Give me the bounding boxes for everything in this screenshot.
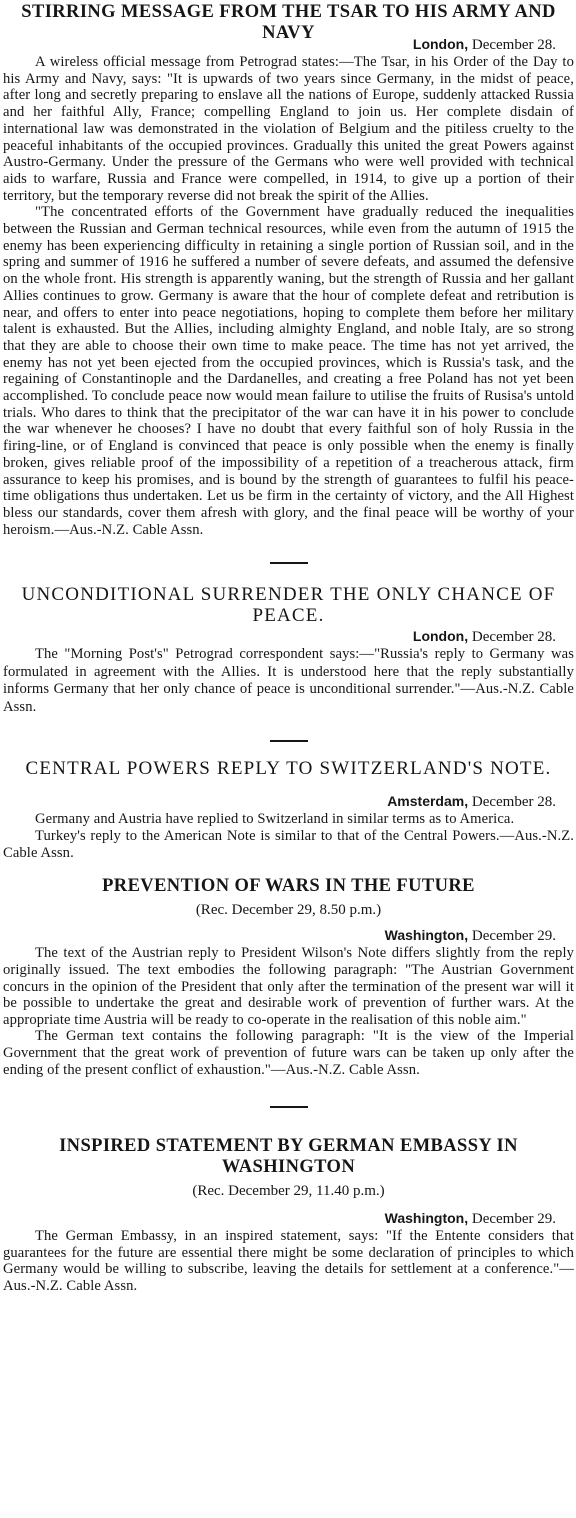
article-paragraph: The German text contains the following paragraph: "It is the view of the Imperial Government that the great work of prevention of future wars can be taken up only after the ending of the present conflict of exhaustion."—Aus.-N.Z. Cable Assn. — [3, 1028, 574, 1078]
article-paragraph: The "Morning Post's" Petrograd correspondent says:—"Russia's reply to Germany was formulated in agreement with the Allies. It is understood here that the reply substantially informs Germany that her only chance of peace is unconditional surrender."—Aus.-N.Z. Cable Assn. — [3, 646, 574, 715]
article-headline: CENTRAL POWERS REPLY TO SWITZERLAND'S NOTE. — [25, 758, 552, 780]
received-line: (Rec. December 29, 11.40 p.m.) — [192, 1183, 385, 1200]
section-divider — [270, 562, 308, 564]
dateline-date: December 28. — [471, 629, 556, 646]
dateline — [3, 1210, 574, 1228]
article-unconditional-surrender — [3, 584, 574, 716]
article-headline: STIRRING MESSAGE FROM THE TSAR TO HIS ARMY AND NAVY — [21, 2, 556, 43]
article-headline: UNCONDITIONAL SURRENDER THE ONLY CHANCE OF PEACE. — [21, 584, 556, 627]
article-paragraph: A wireless official message from Petrograd states:—The Tsar, in his Order of the Day to his Army and Navy, says: "It is upwards of two years since Germany, in the midst of peace, after long and secretly preparing to enslave all the nations of Europe, suddenly attacked Russia and her faithful Ally, France; compelling England to join us. Her complete disdain of international law was demonstrated in the violation of Belgium and the pitiless cruelty to the peaceful inhabitants of the occupied provinces. Gradually this united the great Powers against Austro-Germany. Under the pressure of the Germans who were well provided with technical aids to warfare, Russia and France were compelled, in 1914, to give up a portion of their territory, but the temporary reverse did not break the spirit of the Allies. — [3, 54, 574, 204]
article-paragraph: Germany and Austria have replied to Switzerland in similar terms as to America. — [35, 811, 515, 828]
dateline-date: December 29. — [471, 1211, 556, 1228]
received-line: (Rec. December 29, 8.50 p.m.) — [195, 902, 382, 919]
dateline — [3, 628, 574, 646]
dateline-place: Washington, — [384, 1210, 469, 1227]
dateline-date: December 29. — [471, 928, 556, 945]
dateline-date: December 28. — [471, 37, 556, 53]
dateline-place: Amsterdam, — [387, 793, 469, 810]
dateline — [3, 793, 574, 811]
dateline-place: Washington, — [384, 927, 469, 944]
article-headline: PREVENTION OF WARS IN THE FUTURE — [102, 876, 475, 897]
dateline — [3, 927, 574, 945]
article-paragraph: The German Embassy, in an inspired statement, says: "If the Entente considers that guarantees for the future are essential there might be some declaration of principles to which Germany would be willing to subscribe, leaving the details for settlement at a conference."—Aus.-N.Z. Cable Assn. — [3, 1228, 574, 1294]
dateline-place: London, — [412, 628, 469, 645]
article-paragraph: The text of the Austrian reply to President Wilson's Note differs slightly from the reply originally issued. The text embodies the following paragraph: "The Austrian Government concurs in the opinion of the President that only after the termination of the present war will it be possible to undertake the great and desirable work of prevention of further wars. At the appropriate time Austria will be ready to co-operate in the realisation of this noble aim." — [3, 945, 574, 1028]
article-central-powers-reply — [3, 758, 574, 862]
article-paragraph: Turkey's reply to the American Note is similar to that of the Central Powers.—Aus.-N.Z. Cable Assn. — [3, 828, 574, 862]
article-prevention-of-wars — [3, 876, 574, 1078]
section-divider — [270, 1106, 308, 1108]
newspaper-page — [0, 2, 576, 1518]
dateline-place: London, — [412, 36, 469, 52]
article-german-embassy-statement — [3, 1136, 574, 1294]
section-divider — [270, 740, 308, 742]
article-tsar-message — [3, 2, 574, 538]
article-paragraph: "The concentrated efforts of the Government have gradually reduced the inequalities between the Russian and German technical resources, while even from the autumn of 1915 the enemy has been experiencing difficulty in retaining a single portion of Russian soil, and in the spring and summer of 1916 he suffered a number of severe defeats, and assumed the defensive on the whole front. His strength is apparently waning, but the strength of Russia and her gallant Allies continues to grow. Germany is aware that the hour of complete defeat and retribution is near, and offers to enter into peace negotiations, hoping to complete them before her military talent is exhausted. But the Allies, including almighty England, and noble Italy, are so strong that they are able to choose their own time to make peace. The time has not yet arrived, the enemy has not yet been ejected from the occupied provinces, which is Russia's task, and the regaining of Constantinople and the Dardanelles, and creating a free Poland has not yet been accomplished. To conclude peace now would mean failure to utilise the fruits of Rusisa's untold trials. Who dares to think that the precipitator of the war can have it in his power to conclude the war whenever he chooses? I have no doubt that every faithful son of holy Russia in the firing-line, or of England is convinced that peace is only possible when the enemy is finally broken, gives reliable proof of the impossibility of a repetition of a treacherous attack, firm assurance to keep his promises, and is bound by the strength of guarantees to fulfil his peace-time obligations thus undertaken. Let us be firm in the certainty of victory, and the All Highest bless our standards, cover them afresh with glory, and the final peace will be worthy of your heroism.—Aus.-N.Z. Cable Assn. — [3, 204, 574, 538]
dateline-date: December 28. — [471, 794, 556, 811]
article-headline: INSPIRED STATEMENT BY GERMAN EMBASSY IN WASHINGTON — [59, 1136, 518, 1178]
